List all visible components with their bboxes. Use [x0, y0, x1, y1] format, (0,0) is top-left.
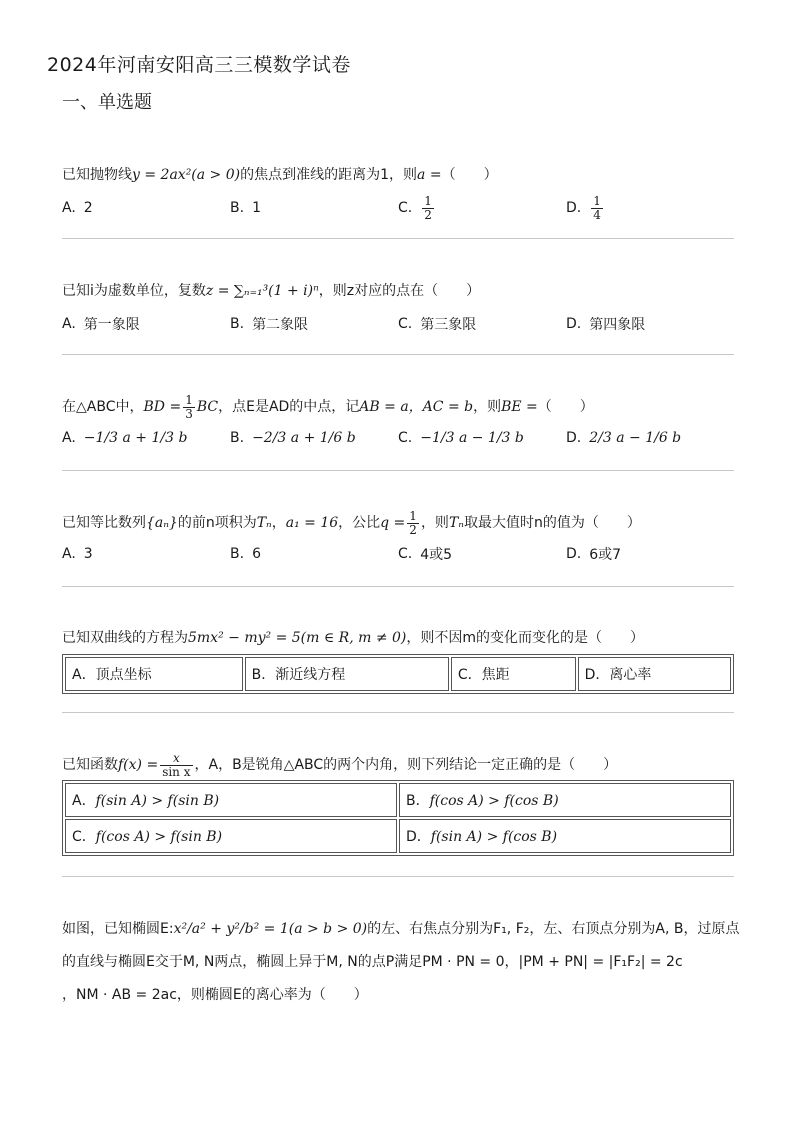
denominator: 4 — [593, 207, 601, 222]
question-1 — [62, 164, 498, 186]
document-title: 2024年河南安阳高三三模数学试卷 — [47, 54, 351, 76]
q3-option-b[interactable] — [230, 418, 356, 458]
option-text: f(sin A) > f(cos B) — [430, 829, 558, 845]
question-2 — [62, 280, 480, 302]
option-label: D. — [566, 430, 582, 446]
numerator: 1 — [424, 193, 432, 208]
divider — [62, 354, 734, 355]
q5-option-b[interactable]: B．渐近线方程 — [245, 657, 449, 691]
q5-expr: 5mx² − my² = 5(m ∈ R, m ≠ 0) — [188, 630, 407, 646]
q1-text-post: （ ） — [441, 167, 498, 183]
option-text: −1/3 a + 1/3 b — [83, 430, 188, 446]
q1-option-c[interactable] — [398, 188, 436, 228]
q4-expr: {aₙ} — [146, 515, 178, 532]
divider — [62, 470, 734, 471]
q5-option-c[interactable]: C．焦距 — [451, 657, 576, 691]
numerator: 1 — [593, 193, 601, 208]
option-label: C. — [398, 546, 413, 562]
option-text: 6 — [252, 546, 261, 562]
q3-option-a[interactable] — [62, 418, 187, 458]
q4-expr: a₁ = 16 — [285, 515, 339, 532]
q4-expr: q = — [380, 515, 406, 532]
q1-options — [62, 188, 734, 228]
q3-text: （ ） — [537, 399, 594, 416]
section-heading: 一、单选题 — [62, 92, 152, 113]
numerator: 1 — [409, 509, 417, 523]
q6-text-post: ，A，B是锐角△ABC的两个内角，则下列结论一定正确的是（ ） — [194, 757, 618, 774]
q2-text-pre: 已知i为虚数单位，复数 — [62, 283, 206, 299]
q1-expr2: a = — [417, 167, 442, 183]
fraction — [183, 394, 195, 420]
divider — [62, 712, 734, 713]
option-text: 2 — [83, 200, 93, 216]
option-text: 第三象限 — [420, 317, 477, 333]
question-6 — [62, 752, 617, 778]
option-label: C. — [398, 200, 413, 216]
q6-options-table — [62, 780, 734, 856]
question-5 — [62, 627, 644, 649]
q3-expr-bc: BC — [196, 399, 219, 416]
q2-option-d[interactable] — [566, 304, 645, 344]
option-text: 第四象限 — [589, 317, 646, 333]
q3-text: ，点E是AD的中点，记 — [218, 399, 360, 416]
q5-text-post: ，则不因m的变化而变化的是（ ） — [406, 630, 645, 646]
q6-expr: f(x) = — [118, 757, 159, 774]
q4-options — [62, 534, 734, 574]
q4-text: 已知等比数列 — [62, 515, 146, 532]
q6-text-pre: 已知函数 — [62, 757, 118, 774]
q4-option-c[interactable] — [398, 534, 452, 574]
q4-expr: Tₙ — [256, 515, 272, 532]
option-label: C. — [398, 316, 413, 332]
question-7-line-3: ，NM · AB = 2ac，则椭圆E的离心率为（ ） — [62, 987, 368, 1003]
option-text: 4或5 — [420, 547, 453, 563]
q1-text-mid: 的焦点到准线的距离为1，则 — [240, 167, 418, 183]
q3-text: 在△ABC中， — [62, 399, 144, 416]
option-text: 第二象限 — [252, 317, 309, 333]
option-label: D. — [566, 316, 582, 332]
q4-option-a[interactable] — [62, 534, 93, 574]
q3-option-c[interactable] — [398, 418, 524, 458]
q1-option-d[interactable] — [566, 188, 605, 228]
q3-expr-be: BE = — [501, 399, 538, 416]
option-label: C. — [398, 430, 413, 446]
denominator: 2 — [409, 522, 417, 537]
option-text: 6或7 — [589, 547, 622, 563]
q2-option-a[interactable] — [62, 304, 140, 344]
option-label: A. — [62, 546, 76, 562]
question-3 — [62, 394, 594, 420]
q4-option-b[interactable] — [230, 534, 261, 574]
q7-text: 如图，已知椭圆E: — [62, 921, 174, 937]
question-7-line-2: 的直线与椭圆E交于M, N两点，椭圆上异于M, N的点P满足PM · PN = 0，|PM + PN| = |F₁F₂| = 2c — [62, 954, 683, 970]
divider — [62, 238, 734, 239]
option-label: B. — [230, 430, 245, 446]
q1-option-b[interactable] — [230, 188, 261, 228]
option-text: 2/3 a − 1/6 b — [589, 430, 682, 446]
option-label: B. — [230, 316, 245, 332]
q2-option-c[interactable] — [398, 304, 476, 344]
option-label: B. — [230, 546, 245, 562]
option-label: D. — [566, 200, 582, 216]
q6-option-d[interactable] — [399, 819, 731, 853]
option-text: f(cos A) > f(sin B) — [95, 829, 223, 845]
denominator: sin x — [162, 764, 191, 779]
q4-expr: Tₙ — [448, 515, 464, 532]
option-label: D． — [406, 829, 431, 845]
option-text: f(sin A) > f(sin B) — [95, 793, 220, 809]
fraction — [591, 195, 603, 221]
q2-option-b[interactable] — [230, 304, 308, 344]
option-label: A. — [62, 316, 76, 332]
option-text: 1 — [252, 200, 261, 216]
denominator: 3 — [185, 406, 193, 421]
fraction — [407, 510, 419, 536]
q2-text-post: ，则z对应的点在（ ） — [318, 283, 481, 299]
q1-option-a[interactable] — [62, 188, 93, 228]
denominator: 2 — [424, 207, 432, 222]
q4-text: ，则 — [420, 515, 449, 532]
q5-option-d[interactable]: D．离心率 — [578, 657, 731, 691]
option-text: f(cos A) > f(cos B) — [429, 793, 559, 809]
q1-text-pre: 已知抛物线 — [62, 167, 132, 183]
option-label: C． — [72, 829, 96, 845]
option-text: 第一象限 — [83, 317, 140, 333]
divider — [62, 876, 734, 877]
option-text: −1/3 a − 1/3 b — [420, 430, 524, 446]
option-text: 3 — [83, 546, 93, 562]
q5-text-pre: 已知双曲线的方程为 — [62, 630, 188, 646]
q4-text: 的前n项积为 — [177, 515, 257, 532]
q6-option-c[interactable] — [65, 819, 397, 853]
q6-option-a[interactable] — [65, 783, 397, 817]
option-label: D. — [566, 546, 582, 562]
q3-option-d[interactable] — [566, 418, 681, 458]
option-text: −2/3 a + 1/6 b — [252, 430, 356, 446]
option-label: A． — [72, 793, 96, 809]
q4-text: ， — [271, 515, 286, 532]
question-4 — [62, 510, 641, 536]
q5-option-a[interactable]: A．顶点坐标 — [65, 657, 243, 691]
q3-vectors: AB = a，AC = b — [359, 399, 474, 416]
q1-expr: y = 2ax²(a > 0) — [132, 167, 241, 183]
q2-options — [62, 304, 734, 344]
fraction — [422, 195, 434, 221]
q4-text: 取最大值时n的值为（ ） — [463, 515, 641, 532]
q3-options — [62, 418, 734, 458]
q7-text: 的左、右焦点分别为F₁, F₂，左、右顶点分别为A, B，过原点 — [367, 921, 740, 937]
q3-expr-bd: BD = — [143, 399, 182, 416]
divider — [62, 586, 734, 587]
option-label: B. — [230, 200, 245, 216]
option-label: B． — [406, 793, 430, 809]
fraction — [160, 752, 192, 778]
q4-option-d[interactable] — [566, 534, 621, 574]
q6-option-b[interactable] — [399, 783, 731, 817]
q4-text: ，公比 — [338, 515, 381, 532]
option-label: A. — [62, 200, 76, 216]
numerator: 1 — [185, 393, 193, 407]
q7-expr: x²/a² + y²/b² = 1(a > b > 0) — [173, 921, 368, 937]
option-label: A. — [62, 430, 76, 446]
numerator: x — [172, 751, 180, 765]
q2-expr: z = ∑ₙ₌₁³(1 + i)ⁿ — [205, 283, 319, 299]
question-7-line-1 — [62, 918, 739, 940]
q5-options-table — [62, 654, 734, 694]
q3-text: ，则 — [473, 399, 502, 416]
